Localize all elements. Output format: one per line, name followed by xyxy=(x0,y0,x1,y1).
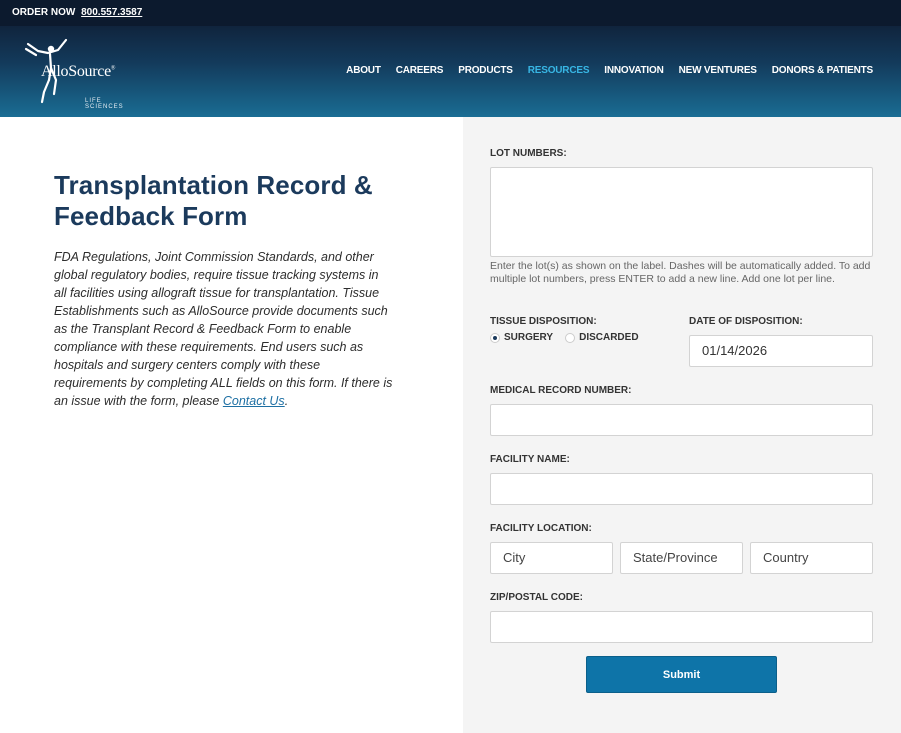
tissue-disposition-options xyxy=(490,332,651,343)
surgery-radio[interactable] xyxy=(490,333,500,343)
nav-about[interactable]: ABOUT xyxy=(346,65,381,76)
phone-link[interactable]: 800.557.3587 xyxy=(81,7,143,18)
city-input[interactable]: City xyxy=(490,542,613,574)
tissue-disposition-label: TISSUE DISPOSITION: xyxy=(490,316,597,327)
lot-numbers-help: Enter the lot(s) as shown on the label. Dashes will be automatically added. To add multiple lot numbers, press ENTER to add a new line. Add one lot per line. xyxy=(490,260,871,285)
nav-careers[interactable]: CAREERS xyxy=(395,65,444,76)
main-nav xyxy=(331,65,873,76)
nav-products[interactable]: PRODUCTS xyxy=(458,65,513,76)
lot-numbers-input[interactable] xyxy=(490,167,873,257)
order-now-label: ORDER NOW xyxy=(12,7,76,18)
date-of-disposition-input[interactable]: 01/14/2026 xyxy=(689,335,873,367)
nav-resources[interactable]: RESOURCES xyxy=(527,65,590,76)
surgery-radio-label[interactable]: SURGERY xyxy=(504,332,554,343)
discarded-radio-label[interactable]: DISCARDED xyxy=(579,332,639,343)
intro-paragraph: FDA Regulations, Joint Commission Standards, and other global regulatory bodies, require tissue tracking systems in all facilities using allograft tissue for transplantation. Tissue Establishments such as AlloSource provide documents such as the Transplant Record & Feedback Form to enable compliance with these requirements. End users such as hospitals and surgery centers comply with these requirements by completing ALL fields on this form. If there is an issue with the form, please Contact Us. xyxy=(54,250,393,408)
lot-numbers-label: LOT NUMBERS: xyxy=(490,148,567,159)
facility-name-label: FACILITY NAME: xyxy=(490,454,570,465)
order-now xyxy=(12,0,142,26)
allosource-logo[interactable] xyxy=(24,36,134,108)
logo-tagline: LIFE SCIENCES xyxy=(85,98,124,110)
zip-postal-code-label: ZIP/POSTAL CODE: xyxy=(490,592,583,603)
page-title: Transplantation Record & Feedback Form xyxy=(54,170,373,231)
facility-location-label: FACILITY LOCATION: xyxy=(490,523,592,534)
contact-us-link[interactable]: Contact Us xyxy=(222,394,285,408)
medical-record-number-label: MEDICAL RECORD NUMBER: xyxy=(490,385,632,396)
site-header xyxy=(0,26,901,117)
intro-section xyxy=(54,170,394,423)
form-panel xyxy=(463,117,901,733)
facility-name-input[interactable] xyxy=(490,473,873,505)
date-of-disposition-label: DATE OF DISPOSITION: xyxy=(689,316,803,327)
state-province-input[interactable]: State/Province xyxy=(620,542,743,574)
zip-postal-code-input[interactable] xyxy=(490,611,873,643)
medical-record-number-input[interactable] xyxy=(490,404,873,436)
nav-innovation[interactable]: INNOVATION xyxy=(604,65,664,76)
submit-button[interactable]: Submit xyxy=(586,656,777,693)
country-input[interactable]: Country xyxy=(750,542,873,574)
top-bar xyxy=(0,0,901,26)
logo-brand-text: AlloSource® xyxy=(41,63,116,80)
discarded-radio[interactable] xyxy=(565,333,575,343)
nav-new-ventures[interactable]: NEW VENTURES xyxy=(678,65,757,76)
nav-donors-patients[interactable]: DONORS & PATIENTS xyxy=(771,65,873,76)
